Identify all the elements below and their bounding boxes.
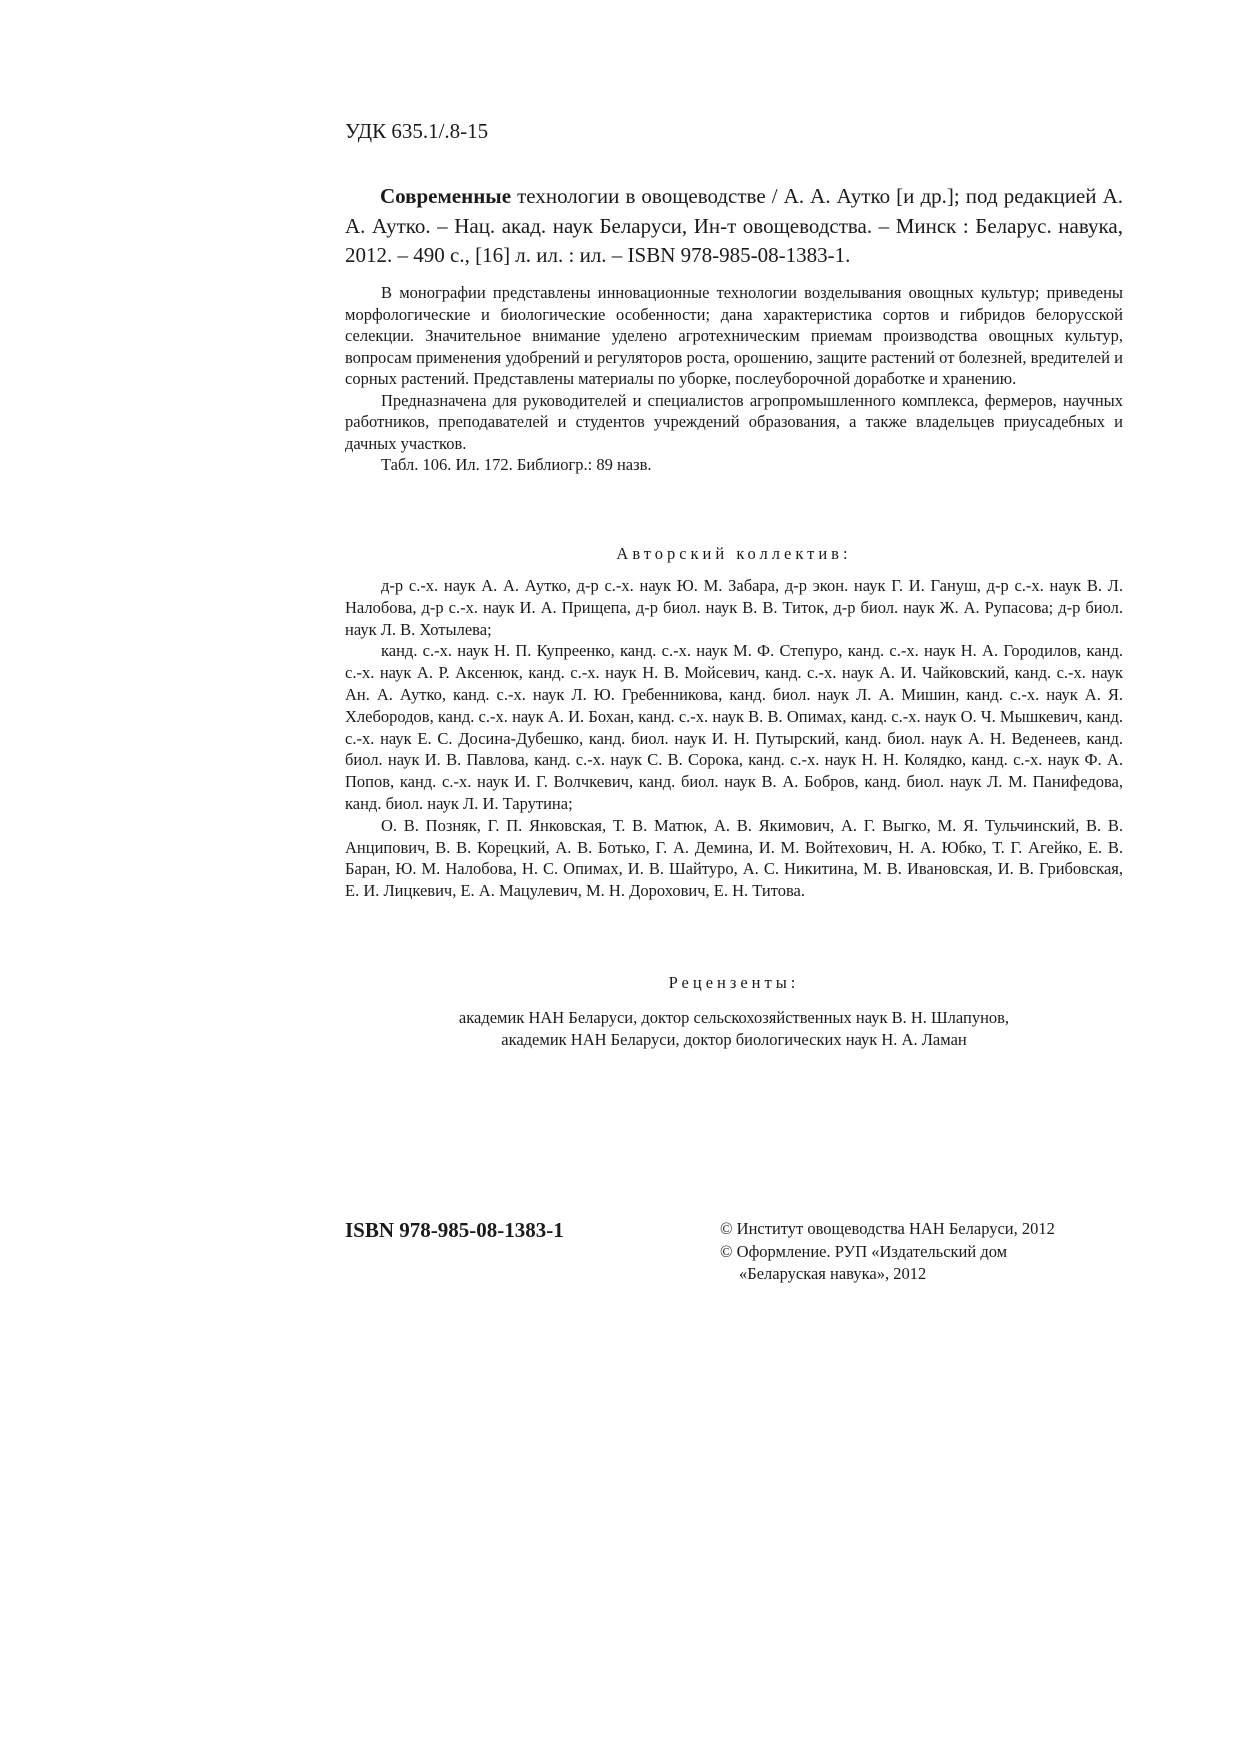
authors-heading: Авторский коллектив: xyxy=(616,544,852,563)
authors-candidates: канд. с.-х. наук Н. П. Купреенко, канд. с.-х. наук М. Ф. Степуро, канд. с.-х. наук Н. А. Городилов, канд. с.-х. наук А. Р. Аксенюк, канд. с.-х. наук Н. В. Мойсевич, канд. с.-х. наук А. И. Чайковский, канд. с.-х. наук Ан. А. Аутко, канд. с.-х. наук Л. Ю. Гребенникова, канд. биол. наук Л. А. Мишин, канд. с.-х. наук А. Я. Хлебородов, канд. с.-х. наук А. И. Бохан, канд. с.-х. наук В. В. Опимах, канд. с.-х. наук О. Ч. Мышкевич, канд. с.-х. наук Е. С. Досина-Дубешко, канд. биол. наук И. Н. Путырский, канд. биол. наук А. Н. Веденеев, канд. биол. наук И. В. Павлова, канд. с.-х. наук С. В. Сорока, канд. с.-х. наук Н. Н. Колядко, канд. с.-х. наук Ф. А. Попов, канд. с.-х. наук И. Г. Волчкевич, канд. биол. наук В. А. Бобров, канд. биол. наук Л. М. Панифедова, канд. биол. наук Л. И. Тарутина; xyxy=(345,641,1123,813)
bibliographic-rest: технологии в овощеводстве / А. А. Аутко [и др.]; под редакцией А. А. Аутко. – Нац. акад. наук Беларуси, Ин-т овощеводства. – Минск : Беларус. навука, 2012. – 490 с., [16] л. ил. : ил. – ISBN 978-985-08-1383-1. xyxy=(345,184,1123,267)
isbn: ISBN 978-985-08-1383-1 xyxy=(345,1218,564,1242)
copyright-line: «Беларуская навука», 2012 xyxy=(739,1264,927,1283)
authors-list xyxy=(345,575,1123,902)
book-title-bold: Современные xyxy=(380,184,512,208)
authors-doctors: д-р с.-х. наук А. А. Аутко, д-р с.-х. наук Ю. М. Забара, д-р экон. наук Г. И. Гануш, д-р с.-х. наук В. Л. Налобова, д-р с.-х. наук И. А. Прищепа, д-р биол. наук В. В. Титок, д-р биол. наук Ж. А. Рупасова; д-р биол. наук Л. В. Хотылева; xyxy=(345,576,1123,639)
annotation-paragraph: Предназначена для руководителей и специалистов агропромышленного комплекса, фермеров, научных работников, преподавателей и студентов учреждений образования, а также владельцев приусадебных и дачных участков. xyxy=(345,390,1123,453)
bibliographic-record xyxy=(345,182,1123,271)
reviewer-line: академик НАН Беларуси, доктор биологических наук Н. А. Ламан xyxy=(501,1030,967,1049)
bibliographic-description xyxy=(345,182,1123,271)
copyright-block xyxy=(720,1218,1130,1286)
annotation xyxy=(345,282,1123,476)
reviewers-heading: Рецензенты: xyxy=(668,973,800,992)
annotation-stats: Табл. 106. Ил. 172. Библиогр.: 89 назв. xyxy=(381,455,652,474)
copyright-line: © Оформление. РУП «Издательский дом xyxy=(720,1241,1008,1261)
udk-code: УДК 635.1/.8-15 xyxy=(345,119,489,143)
authors-others: О. В. Позняк, Г. П. Янковская, Т. В. Матюк, А. В. Якимович, А. Г. Выгко, М. Я. Тульчинский, В. В. Анципович, В. В. Корецкий, А. В. Ботько, Г. А. Демина, И. М. Войтехович, Н. А. Юбко, Т. Г. Агейко, Е. В. Баран, Ю. М. Налобова, Н. С. Опимах, И. В. Шайтуро, А. С. Никитина, М. В. Ивановская, И. В. Грибовская, Е. И. Лицкевич, Е. А. Мацулевич, М. Н. Дорохович, Е. Н. Титова. xyxy=(345,815,1123,901)
reviewer-line: академик НАН Беларуси, доктор сельскохозяйственных наук В. Н. Шлапунов, xyxy=(458,1008,1010,1027)
annotation-paragraph: В монографии представлены инновационные технологии возделывания овощных культур; приведены морфологические и биологические особенности; дана характеристика сортов и гибридов белорусской селекции. Значительное внимание уделено агротехническим приемам производства овощных культур, вопросам применения удобрений и регуляторов роста, орошению, защите растений от болезней, вредителей и сорных растений. Представлены материалы по уборке, послеуборочной доработке и хранению. xyxy=(345,283,1123,388)
copyright-line: © Институт овощеводства НАН Беларуси, 2012 xyxy=(720,1219,1055,1238)
reviewers-list xyxy=(345,1007,1123,1051)
